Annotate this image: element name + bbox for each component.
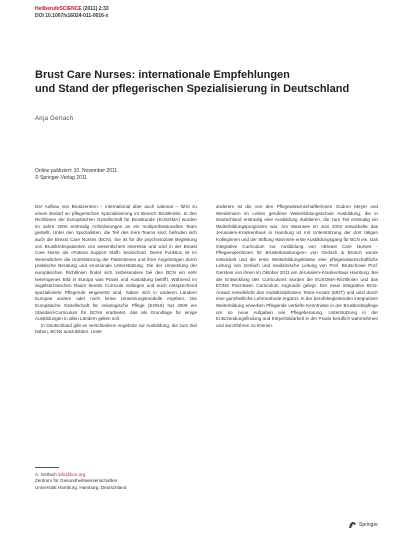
author-name: Anja Gerlach	[35, 116, 74, 122]
paragraph: anderem ist die von den Pflegewissenschaftlerinnen Gudrun Meyer und Wiedemann im Leben gerufene Weiterbildungsschule Ausbildung, die in Deutschland erstmalig eine Ausbildung etablieren, die zum Teil erstmalig ein Weiterbildungsprogramm war. Am Wannsee im Juni 2002 entwickelte das Jerusalem-Krankenhaus in Hamburg ist mit Unterstützung der dort tätigen Kolleginnen und der Stiftung Wannsee erste Ausbildungsgang für BCN ein. Das integrative Curriculum zur Ausbildung von »Breast Care Nurses - Pflegeexpertinnen für Brusterkrankungen« von Gerlach & Brüsch wurde entwickelt und die erste Weiterbildungsklasse eine pflegewissenschaftliche Leitung von Gerlach und medizinische Leitung von Prof. Brutschowe Prof. Gerstein von ihnen im Oktober 2011 am Jerusalem-Krankenhaus Hamburg. Bei der Entwicklung des Curriculums wurden die EUSOMA-Richtlinien und das EONS Post-Basic Curriculum zugrunde gelegt. Der neue integrative BCN-Ansatz verwirklicht den multidisziplinären Team-Ansatz (MDT) und wird durch eine ganzheitliche Lehrmethode ergänzt. In der berufsbegleitenden integrativen Weiterbildung erwerben Pflegende vertiefte Kenntnisse in der Brustkrebspflege um so neue Aufgaben wie Pflegeberatung, Unterstützung in der Entscheidungsfindung und Körperbildarbeit in der Praxis beruflich wahrnehmen und durchführen zu können.	[216, 204, 378, 328]
author-affiliation	[35, 472, 126, 491]
journal-header	[35, 6, 109, 20]
publication-dates	[35, 168, 117, 181]
body-column-left	[35, 204, 197, 336]
published-date: Online publiziert: 10. November 2011	[35, 168, 118, 174]
journal-volume: (2011) 2:33	[83, 6, 109, 12]
author-email[interactable]: info@bcn.org	[57, 472, 86, 477]
doi[interactable]: DOI 10.1007/s16024-011-0016-x	[35, 13, 109, 19]
journal-name: HeilberufeSCIENCE	[35, 6, 82, 12]
footnote-divider	[35, 467, 59, 468]
publisher-name: Springer	[359, 522, 378, 528]
journal-citation	[35, 6, 109, 13]
affiliation-location: Universität Hamburg, Hamburg, Deutschland	[35, 484, 127, 490]
affiliation-institute: Zentrum für Gesundheitswissenschaften	[35, 478, 118, 484]
title-line-2: und Stand der pflegerischen Spezialisierung in Deutschland	[35, 83, 350, 95]
springer-horse-icon	[348, 521, 357, 529]
paragraph: Der Aufbau von Brustzentren – international aber auch national – führt zu einem Bedarf an pflegerischen Spezialisierung im Bereich Brustkrebs. In den Richtlinien der Europäischen Gesellschaft für Brustkunde (EUSOMA) wurden im Jahre 2000 erstmalig Anforderungen an ein multiprofessionelles Team gestellt. Unter den Spezialisten, die Teil des Kern-Teams sind, befinden sich auch die Breast Care Nurses (BCN). Sie ist für die psychosoziale Begleitung von Brustkrebspatienten von wesentlichem Interesse und wird in der Breast Care Nurse als »Patient Support Staff« bezeichnet. Deren Funktion ist im Wesentlichen die Unterstützung der Patientinnen und ihrer Angehörigen durch praktische Beratung und emotionale Unterstützung. Die der Umsetzung der europäischen Richtlinien findet sich insbesondere bei den BCN ein sehr heterogenes Bild in Europa was Praxis und Ausbildung betrifft. Während im angelsächsischen Raum bereits Curricula vorliegen und auch entsprechend spezialisierte Pflegende eingesetzt sind, haben sich in anderen Ländern Europas andere oder noch keine Umsetzungsmodelle ergeben. Die Europäische Gesellschaft für onkologische Pflege (EONS) hat 2009 ein Standard-Curriculum für BCNs erarbeitet, das als Grundlage für einige Ausbildungen in allen Ländern gelten soll.	[35, 204, 197, 322]
copyright-line: © Springer-Verlag 2011	[35, 174, 87, 181]
springer-logo	[348, 521, 378, 529]
affiliation-author: A. Gerlach	[35, 472, 57, 477]
article-title	[35, 68, 375, 96]
title-line-1: Brust Care Nurses: internationale Empfehlungen	[35, 69, 290, 81]
body-column-right	[216, 204, 378, 329]
paragraph: In Deutschland gibt es verschiedene Angebote zur Ausbildung, die zum Ziel haben, BCNs auszubilden. Unter	[35, 322, 197, 335]
